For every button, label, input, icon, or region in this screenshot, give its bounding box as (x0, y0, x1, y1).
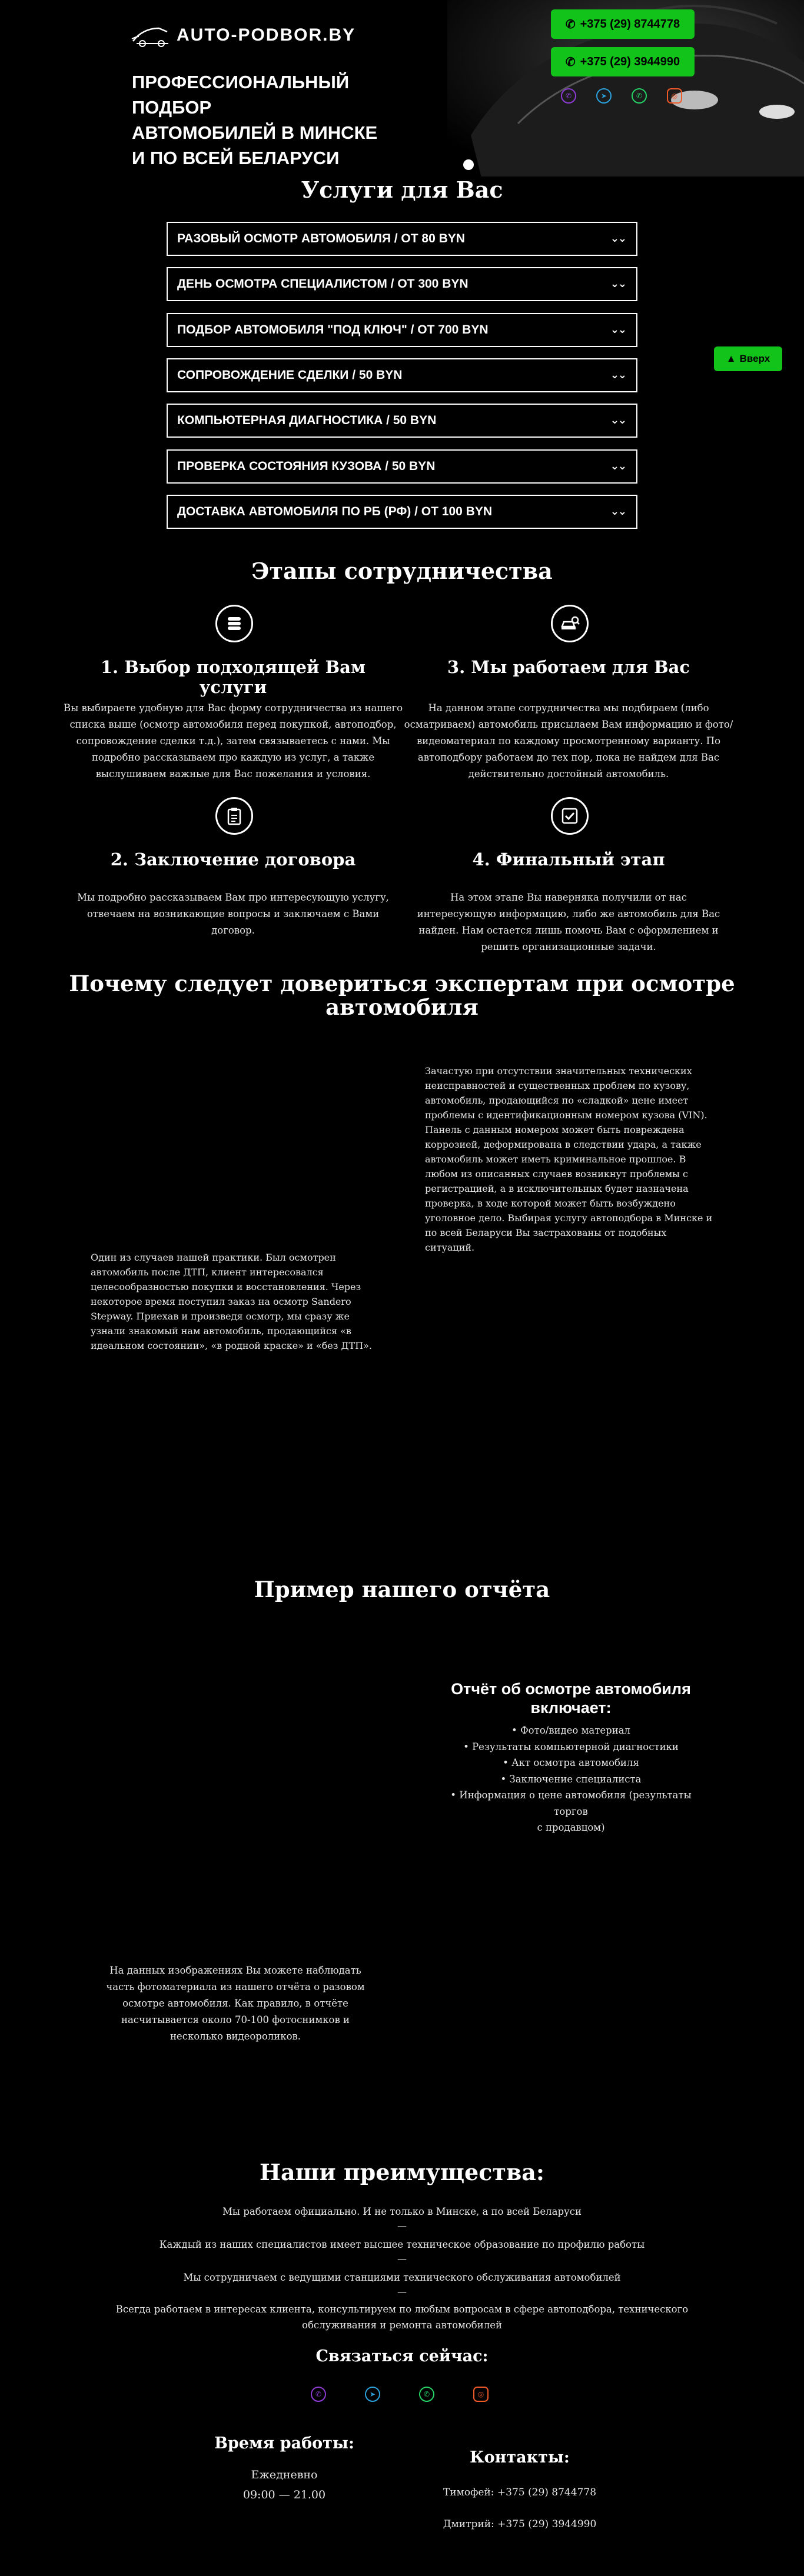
why-title-line: автомобиля (325, 994, 479, 1020)
whatsapp-icon[interactable]: ✆ (419, 2387, 434, 2402)
telegram-icon[interactable]: ➤ (365, 2387, 380, 2402)
phone-number: +375 (29) 8744778 (580, 17, 680, 31)
why-title (0, 972, 804, 1019)
header-social-links (561, 88, 682, 104)
advantage-separator: — (397, 2253, 407, 2264)
chevron-down-icon: ⌄⌄ (610, 460, 626, 472)
advantage-item: Каждый из наших специалистов имеет высшее техническое образование по профилю работы (159, 2239, 645, 2250)
service-item[interactable] (167, 495, 637, 529)
phone-number: +375 (29) 3944990 (580, 55, 680, 68)
phone-button-2[interactable] (551, 47, 695, 76)
step-1-text: Вы выбираете удобную для Вас форму сотрудничества из нашего списка выше (осмотр автомобиля перед покупкой, автоподбор, сопровождение сделки т.д.), затем связываетесь с нами. Мы подробно рассказываем про каждую из услуг, а также выслушиваем важные для Вас пожелания и условия. (63, 702, 403, 779)
telegram-icon[interactable]: ➤ (596, 88, 612, 104)
footer-social-links (311, 2387, 489, 2402)
hero-title-line: ПРОФЕССИОНАЛЬНЫЙ (132, 72, 350, 92)
checkbox-icon (551, 797, 589, 835)
step-4-title: 4. Финальный этап (472, 849, 665, 869)
step-4-text: На этом этапе Вы наверняка получили от нас интересующую информацию, либо же автомобиль для Вас найден. Нам остается лишь помочь Вам с оформлением и решить организационные задачи. (417, 892, 720, 952)
chevron-down-icon: ⌄⌄ (610, 232, 626, 245)
contacts-title: Контакты: (470, 2448, 570, 2467)
whatsapp-icon[interactable]: ✆ (632, 88, 647, 104)
report-list-item: • Акт осмотра автомобиля (503, 1757, 639, 1768)
step-1-title: 1. Выбор подходящей Вам услуги (100, 657, 366, 697)
service-label: ДОСТАВКА АВТОМОБИЛЯ ПО РБ (РФ) / ОТ 100 BYN (177, 505, 492, 518)
arrow-up-icon: ▲ (726, 353, 736, 364)
why-title-line: Почему следует довериться экспертам при осмотре (69, 971, 735, 997)
step-3-title: 3. Мы работаем для Вас (447, 657, 690, 677)
why-text-left: Один из случаев нашей практики. Был осмотрен автомобиль после ДТП, клиент интересовался целесообразностью покупки и восстановления. Через некоторое время поступил заказ на осмотр Sandero Stepway. Приехав и произведя осмотр, мы сразу же узнали знакомый нам автомобиль, продающийся «в идеальном состоянии», «в родной краске» и «без ДТП». (91, 1252, 373, 1351)
chevron-down-icon: ⌄⌄ (610, 414, 626, 426)
service-item[interactable] (167, 267, 637, 301)
phone-button-1[interactable] (551, 9, 695, 39)
report-heading-line: включает: (530, 1699, 612, 1717)
service-item[interactable] (167, 358, 637, 392)
service-item[interactable] (167, 313, 637, 347)
service-label: СОПРОВОЖДЕНИЕ СДЕЛКИ / 50 BYN (177, 368, 403, 382)
service-label: КОМПЬЮТЕРНАЯ ДИАГНОСТИКА / 50 BYN (177, 414, 437, 427)
viber-icon[interactable]: ✆ (311, 2387, 326, 2402)
service-item[interactable] (167, 404, 637, 438)
logo-text: AUTO-PODBOR.BY (177, 25, 356, 45)
hours-block (167, 2465, 402, 2505)
service-label: РАЗОВЫЙ ОСМОТР АВТОМОБИЛЯ / ОТ 80 BYN (177, 232, 465, 245)
advantage-item: Мы работаем официально. И не только в Минске, а по всей Беларуси (222, 2206, 582, 2217)
hero-title-line: ПОДБОР (132, 97, 212, 118)
services-title: Услуги для Вас (301, 176, 503, 203)
advantage-item: Мы сотрудничаем с ведущими станциями технического обслуживания автомобилей (183, 2272, 621, 2283)
report-list-item: • Фото/видео материал (511, 1725, 631, 1736)
service-label: ДЕНЬ ОСМОТРА СПЕЦИАЛИСТОМ / ОТ 300 BYN (177, 277, 469, 291)
report-list-item: • Заключение специалиста (500, 1773, 642, 1785)
chevron-down-icon: ⌄⌄ (610, 278, 626, 290)
report-note: На данных изображениях Вы можете наблюдать часть фотоматериала из нашего отчёта о разовом осмотре автомобиля. Как правило, в отчёте насчитывается около 70-100 фотоснимков и несколько видеороликов. (106, 1965, 365, 2042)
chevron-down-icon: ⌄⌄ (610, 505, 626, 518)
service-item[interactable] (167, 449, 637, 484)
instagram-icon[interactable]: ◎ (473, 2387, 489, 2402)
hours-title: Время работы: (214, 2434, 354, 2452)
instagram-icon[interactable]: ◎ (667, 88, 682, 104)
hero-title-line: И ПО ВСЕЙ БЕЛАРУСИ (132, 148, 340, 168)
contact-person[interactable]: Дмитрий: +375 (29) 3944990 (443, 2518, 597, 2530)
phone-icon: ✆ (565, 18, 576, 31)
contact-now-title: Связаться сейчас: (315, 2347, 489, 2365)
service-item[interactable] (167, 222, 637, 256)
hours-days: Ежедневно (251, 2468, 318, 2481)
report-list (436, 1722, 706, 1836)
report-list-item: с продавцом) (537, 1822, 605, 1833)
step-3-text: На данном этапе сотрудничества мы подбираем (либо осматриваем) автомобиль присылаем Вам информацию и фото/видеоматериал по каждому просмотренному варианту. По автоподбору работаем до тех пор, пока не найдем для Вас действительно достойный автомобиль. (404, 702, 733, 779)
advantage-item: Всегда работаем в интересах клиента, консультируем по любым вопросам в сфере автоподбора, технического обслуживания и ремонта автомобилей (115, 2304, 689, 2331)
hero-title-line: АВТОМОБИЛЕЙ В МИНСКЕ (132, 122, 378, 143)
clipboard-icon (215, 797, 253, 835)
scroll-up-label: Вверх (739, 353, 770, 364)
advantage-separator: — (397, 2286, 407, 2297)
step-2-title: 2. Заключение договора (110, 849, 356, 869)
site-logo[interactable] (131, 21, 356, 49)
report-title: Пример нашего отчёта (254, 1577, 550, 1602)
service-label: ПРОВЕРКА СОСТОЯНИЯ КУЗОВА / 50 BYN (177, 459, 436, 473)
chevron-down-icon: ⌄⌄ (610, 324, 626, 336)
advantages-title: Наши преимущества: (260, 2159, 544, 2185)
car-search-icon (551, 605, 589, 642)
phone-icon: ✆ (565, 55, 576, 69)
steps-title: Этапы сотрудничества (251, 558, 553, 584)
service-label: ПОДБОР АВТОМОБИЛЯ "ПОД КЛЮЧ" / ОТ 700 BYN (177, 323, 489, 336)
hours-time: 09:00 — 21.00 (242, 2488, 326, 2501)
chevron-down-icon: ⌄⌄ (610, 369, 626, 381)
stack-icon (215, 605, 253, 642)
report-heading-line: Отчёт об осмотре автомобиля (451, 1680, 691, 1698)
step-2-text: Мы подробно рассказываем Вам про интересующую услугу, отвечаем на возникающие вопросы и заключаем с Вами договор. (77, 892, 389, 936)
report-heading (436, 1679, 706, 1717)
why-text-right: Зачастую при отсутствии значительных технических неисправностей и существенных проблем по кузову, автомобиль, продающийся по «сладкой» цене имеет проблемы с идентификационным номером кузова (VIN). Панель с данным номером может быть повреждена коррозией, деформирована в следствии удара, а также автомобиль может иметь криминальное прошлое. В любом из описанных случаев возникнут проблемы с регистрацией, а в исключительных будет назначена проверка, в ходе которой может быть возбуждено уголовное дело. Выбирая услугу автоподбора в Минске и по всей Беларуси Вы застрахованы от подобных ситуаций. (425, 1065, 713, 1253)
hero-title (132, 69, 438, 171)
viber-icon[interactable]: ✆ (561, 88, 576, 104)
scroll-up-button[interactable] (714, 346, 782, 371)
advantage-separator: — (397, 2220, 407, 2231)
car-logo-icon (131, 21, 172, 49)
contact-person[interactable]: Тимофей: +375 (29) 8744778 (443, 2487, 597, 2498)
report-list-item: • Результаты компьютерной диагностики (463, 1741, 679, 1752)
report-list-item: • Информация о цене автомобиля (результаты торгов (450, 1789, 692, 1817)
